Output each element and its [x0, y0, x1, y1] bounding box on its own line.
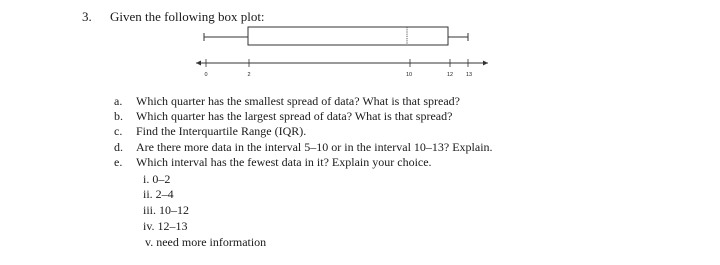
- part-letter: e.: [114, 154, 123, 169]
- right-arrow: [483, 61, 488, 66]
- choice-iv: iv. 12–13: [143, 219, 188, 233]
- tick-label-10: 10: [405, 72, 413, 78]
- part-b: [114, 109, 493, 124]
- box-plot: [0, 0, 720, 90]
- choice-v: v. need more information: [145, 235, 267, 249]
- part-text: Are there more data in the interval 5–10 or in the interval 10–13? Explain.: [136, 139, 493, 154]
- part-text: Which quarter has the largest spread of data? What is that spread?: [136, 109, 453, 124]
- question-title: Given the following box plot:: [110, 9, 265, 24]
- part-letter: a.: [114, 94, 123, 108]
- part-letter: d.: [114, 139, 123, 154]
- box: [248, 27, 448, 45]
- tick-label-0: 0: [204, 72, 208, 78]
- choice-i: i. 0–2: [143, 172, 171, 186]
- left-arrow: [196, 61, 201, 66]
- part-letter: c.: [114, 124, 123, 139]
- part-e: [114, 155, 493, 170]
- choice-ii: ii. 2–4: [143, 187, 174, 201]
- part-text: Which quarter has the smallest spread of data? What is that spread?: [136, 94, 460, 108]
- part-c: [114, 124, 493, 139]
- question-number: 3.: [82, 9, 92, 24]
- part-a: [114, 94, 493, 109]
- part-d: [114, 140, 493, 155]
- part-text: Which interval has the fewest data in it? Explain your choice.: [136, 154, 432, 169]
- choice-iii: iii. 10–12: [143, 203, 190, 217]
- part-letter: b.: [114, 109, 123, 124]
- part-text: Find the Interquartile Range (IQR).: [136, 124, 307, 139]
- tick-label-13: 13: [465, 72, 473, 78]
- question-parts: [114, 94, 493, 170]
- tick-label-2: 2: [247, 72, 251, 78]
- tick-label-12: 12: [446, 72, 454, 78]
